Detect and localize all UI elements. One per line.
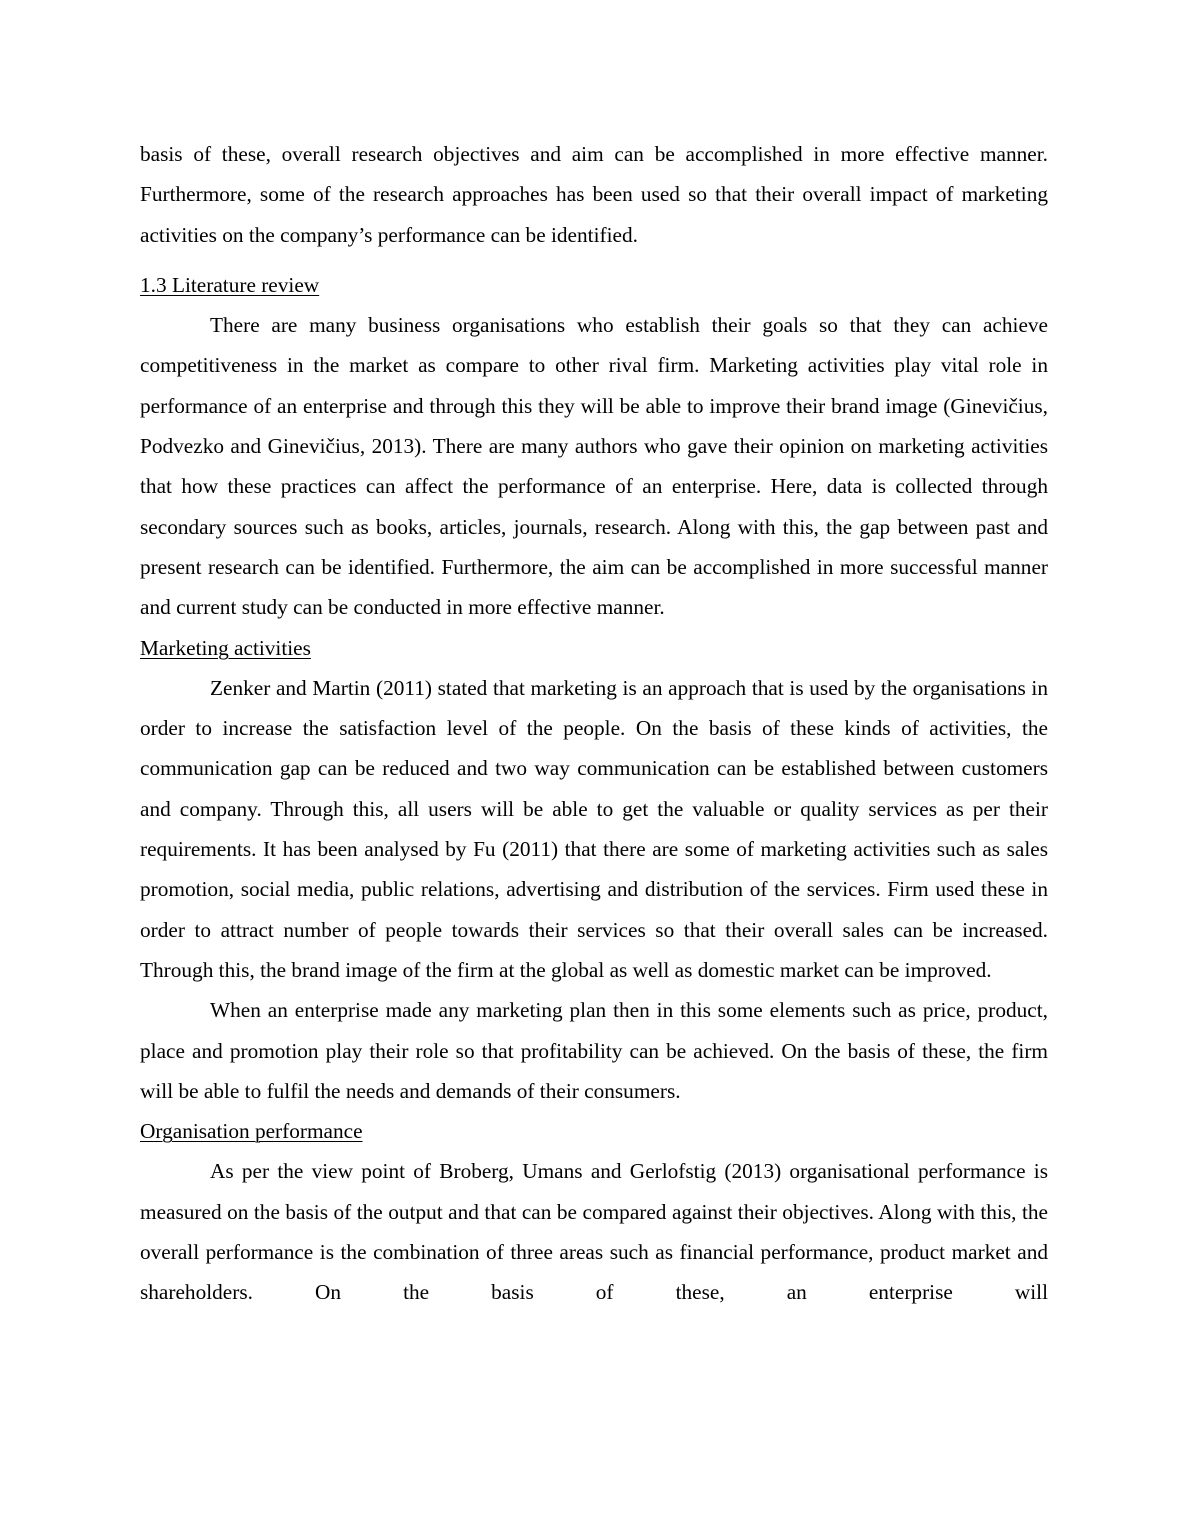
marketing-activities-heading: Marketing activities xyxy=(140,635,311,660)
literature-review-paragraph: There are many business organisations who establish their goals so that they can achieve competitiveness in the market as compare to other rival firm. Marketing activities play vital role in performance of an enterprise and through this they will be able to improve their brand image (Ginevičius, Podvezko and Ginevičius, 2013). There are many authors who gave their opinion on marketing activities that how these practices can affect the performance of an enterprise. Here, data is collected through secondary sources such as books, articles, journals, research. Along with this, the gap between past and present research can be identified. Furthermore, the aim can be accomplished in more successful manner and current study can be conducted in more effective manner. xyxy=(140,313,1048,620)
organisation-performance-paragraph: As per the view point of Broberg, Umans and Gerlofstig (2013) organisational performance is measured on the basis of the output and that can be compared against their objectives. Along with this, the overall performance is the combination of three areas such as financial performance, product market and shareholders. On the basis of these, an enterprise will xyxy=(140,1159,1048,1305)
continuation-paragraph: basis of these, overall research objectives and aim can be accomplished in more effective manner. Furthermore, some of the research approaches has been used so that their overall impact of marketing activities on the company’s performance can be identified. xyxy=(140,142,1048,247)
organisation-performance-heading: Organisation performance xyxy=(140,1119,363,1144)
document-page xyxy=(140,134,1048,1313)
literature-review-heading: 1.3 Literature review xyxy=(140,272,320,297)
marketing-activities-paragraph-1: Zenker and Martin (2011) stated that marketing is an approach that is used by the organisations in order to increase the satisfaction level of the people. On the basis of these kinds of activities, the communication gap can be reduced and two way communication can be established between customers and company. Through this, all users will be able to get the valuable or quality services as per their requirements. It has been analysed by Fu (2011) that there are some of marketing activities such as sales promotion, social media, public relations, advertising and distribution of the services. Firm used these in order to attract number of people towards their services so that their overall sales can be increased. Through this, the brand image of the firm at the global as well as domestic market can be improved. xyxy=(140,675,1048,982)
marketing-activities-paragraph-2: When an enterprise made any marketing plan then in this some elements such as price, product, place and promotion play their role so that profitability can be achieved. On the basis of these, the firm will be able to fulfil the needs and demands of their consumers. xyxy=(140,998,1048,1103)
